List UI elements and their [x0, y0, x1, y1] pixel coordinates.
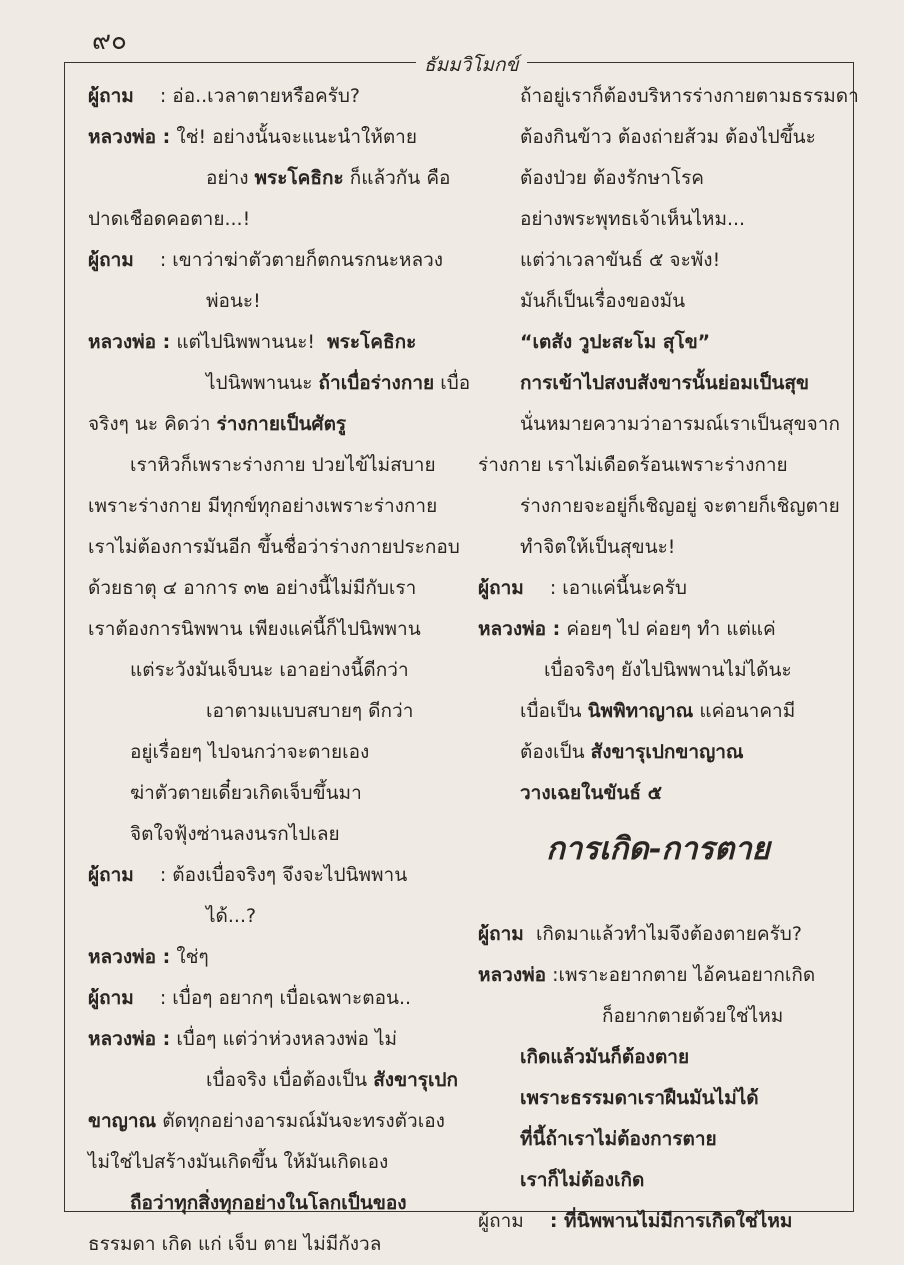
pali-verse: “เตสัง วูปะสะโม สุโข” — [520, 331, 711, 353]
text-line: แต่ระวังมันเจ็บนะ เอาอย่างนี้ดีกว่า — [130, 659, 409, 681]
text-line — [88, 158, 451, 199]
line-text: ใช่ๆ — [176, 946, 209, 968]
dialogue-line — [88, 978, 448, 1019]
text-line: ฆ่าตัวตายเดี๋ยวเกิดเจ็บขึ้นมา — [130, 782, 362, 804]
text-line: เราก็ไม่ต้องเกิด — [520, 1169, 645, 1191]
text-line: ทำจิตให้เป็นสุขนะ! — [520, 536, 676, 558]
dialogue-line — [478, 568, 838, 609]
text-line: เพราะธรรมดาเราฝืนมันไม่ได้ — [520, 1087, 759, 1109]
line-text: ใช่! อย่างนั้นจะแนะนำให้ตาย — [176, 126, 417, 148]
text-line: เราไม่ต้องการมันอีก ขึ้นชื่อว่าร่างกายประกอบ — [88, 536, 460, 558]
line-text: เกิดมาแล้วทำไมจึงต้องตายครับ? — [535, 923, 802, 945]
speaker-label: หลวงพ่อ : — [88, 946, 171, 968]
speaker-label: หลวงพ่อ : — [88, 126, 171, 148]
text-line: ด้วยธาตุ ๔ อาการ ๓๒ อย่างนี้ไม่มีกับเรา — [88, 577, 417, 599]
text-line: ได้...? — [206, 905, 257, 927]
line-text: ไปนิพพานนะ — [206, 372, 319, 394]
speaker-label: ผู้ถาม — [478, 923, 524, 945]
section-title: การเกิด-การตาย — [546, 831, 770, 867]
dialogue-line — [88, 117, 448, 158]
text-line: วางเฉยในขันธ์ ๕ — [520, 782, 663, 804]
text-line: เกิดแล้วมันก็ต้องตาย — [520, 1046, 690, 1068]
line-text: เบื่อจริง เบื่อต้องเป็น — [206, 1069, 374, 1091]
text-line — [88, 1060, 458, 1101]
line-text: : อ่อ..เวลาตายหรือครับ? — [159, 85, 361, 107]
text-line: แต่ว่าเวลาขันธ์ ๕ จะพัง! — [520, 249, 721, 271]
dialogue-line — [478, 1201, 838, 1242]
bold-term: พระโคธิกะ — [254, 167, 344, 189]
line-text: แต่ไปนิพพานนะ! — [176, 331, 316, 353]
text-line: ร่างกายจะอยู่ก็เชิญอยู่ จะตายก็เชิญตาย — [520, 495, 840, 517]
line-text: : เอาแค่นี้นะครับ — [549, 577, 687, 599]
verse-translation: การเข้าไปสงบสังขารนั้นย่อมเป็นสุข — [520, 372, 809, 394]
line-text: : ที่นิพพานไม่มีการเกิดใช่ไหม — [549, 1210, 793, 1232]
speaker-label: ผู้ถาม — [88, 987, 134, 1009]
running-title: ธัมมวิโมกข์ — [416, 50, 527, 80]
speaker-label: ผู้ถาม — [88, 249, 134, 271]
right-column — [478, 76, 859, 1242]
dialogue-line — [478, 955, 838, 996]
line-text: : ต้องเบื่อจริงๆ จึงจะไปนิพพาน — [159, 864, 408, 886]
text-line: อยู่เรื่อยๆ ไปจนกว่าจะตายเอง — [130, 741, 370, 763]
text-line: ต้องกินข้าว ต้องถ่ายส้วม ต้องไปขึ้นะ — [520, 126, 816, 148]
line-text: แค่อนาคามี — [693, 700, 796, 722]
text-line: ถ้าอยู่เราก็ต้องบริหารร่างกายตามธรรมดา — [520, 85, 859, 107]
speaker-label: หลวงพ่อ : — [88, 331, 171, 353]
text-line: ถือว่าทุกสิ่งทุกอย่างในโลกเป็นของ — [130, 1192, 407, 1214]
line-text: เบื่อ — [434, 372, 471, 394]
line-text: : เบื่อๆ อยากๆ เบื่อเฉพาะตอน.. — [159, 987, 412, 1009]
bold-term: ร่างกายเป็นศัตรู — [216, 413, 347, 435]
page-number: ๙๐ — [92, 26, 127, 56]
bold-term: ถ้าเบื่อร่างกาย — [318, 372, 435, 394]
text-line: ไม่ใช่ไปสร้างมันเกิดขึ้น ให้มันเกิดเอง — [88, 1151, 389, 1173]
dialogue-line — [88, 76, 448, 117]
bold-term: พระโคธิกะ — [327, 331, 417, 353]
text-line: เบื่อจริงๆ ยังไปนิพพานไม่ได้นะ — [544, 659, 792, 681]
bold-term: ขาญาณ — [88, 1110, 157, 1132]
line-text: เบื่อๆ แต่ว่าห่วงหลวงพ่อ ไม่ — [176, 1028, 398, 1050]
line-text: จริงๆ นะ คิดว่า — [88, 413, 217, 435]
text-line: เราหิวก็เพราะร่างกาย ปวยไข้ไม่สบาย — [130, 454, 436, 476]
text-line: ก็อยากตายด้วยใช่ไหม — [602, 1005, 784, 1027]
text-line: ที่นี้ถ้าเราไม่ต้องการตาย — [520, 1128, 717, 1150]
text-line: จิตใจฟุ้งซ่านลงนรกไปเลย — [130, 823, 340, 845]
text-line: เราต้องการนิพพาน เพียงแค่นี้ก็ไปนิพพาน — [88, 618, 421, 640]
dialogue-line — [88, 937, 448, 978]
speaker-label: ผู้ถาม — [478, 1210, 524, 1232]
dialogue-line — [478, 609, 838, 650]
line-text: ก็แล้วกัน คือ — [343, 167, 451, 189]
text-line: เอาตามแบบสบายๆ ดีกว่า — [206, 700, 414, 722]
dialogue-line — [88, 1019, 448, 1060]
bold-term: นิพพิทาญาณ — [587, 700, 694, 722]
text-line: ธรรมดา เกิด แก่ เจ็บ ตาย ไม่มีกังวล — [88, 1233, 382, 1255]
line-text: ค่อยๆ ไป ค่อยๆ ทำ แต่แค่ — [566, 618, 776, 640]
dialogue-line — [88, 240, 448, 281]
text-line — [88, 404, 448, 445]
text-line: พ่อนะ! — [206, 290, 261, 312]
left-column — [88, 76, 471, 1265]
speaker-label: ผู้ถาม — [88, 864, 134, 886]
line-text: ตัดทุกอย่างอารมณ์มันจะทรงตัวเอง — [156, 1110, 445, 1132]
text-line: ต้องป่วย ต้องรักษาโรค — [520, 167, 704, 189]
text-line: เพราะร่างกาย มีทุกข์ทุกอย่างเพราะร่างกาย — [88, 495, 438, 517]
speaker-label: หลวงพ่อ : — [88, 1028, 171, 1050]
text-line: ร่างกาย เราไม่เดือดร้อนเพราะร่างกาย — [478, 454, 788, 476]
line-text: อย่าง — [206, 167, 255, 189]
text-line — [88, 363, 471, 404]
line-text: ต้องเป็น — [520, 741, 591, 763]
bold-term: สังขารุเปกขาญาณ — [590, 741, 744, 763]
text-line — [478, 732, 838, 773]
dialogue-line — [88, 855, 448, 896]
speaker-label: หลวงพ่อ — [478, 964, 547, 986]
dialogue-line — [88, 322, 448, 363]
speaker-label: หลวงพ่อ : — [478, 618, 561, 640]
text-line — [478, 691, 838, 732]
text-line: ปาดเชือดคอตาย...! — [88, 208, 251, 230]
text-line — [88, 1101, 448, 1142]
dialogue-line — [478, 914, 838, 955]
speaker-label: ผู้ถาม — [88, 85, 134, 107]
line-text: :เพราะอยากตาย ไอ้คนอยากเกิด — [552, 964, 816, 986]
line-text: : เขาว่าฆ่าตัวตายก็ตกนรกนะหลวง — [159, 249, 444, 271]
text-line: มันก็เป็นเรื่องของมัน — [520, 290, 686, 312]
text-line: อย่างพระพุทธเจ้าเห็นไหม... — [520, 208, 746, 230]
speaker-label: ผู้ถาม — [478, 577, 524, 599]
text-line: นั่นหมายความว่าอารมณ์เราเป็นสุขจาก — [520, 413, 840, 435]
bold-term: สังขารุเปก — [373, 1069, 458, 1091]
line-text: เบื่อเป็น — [520, 700, 588, 722]
